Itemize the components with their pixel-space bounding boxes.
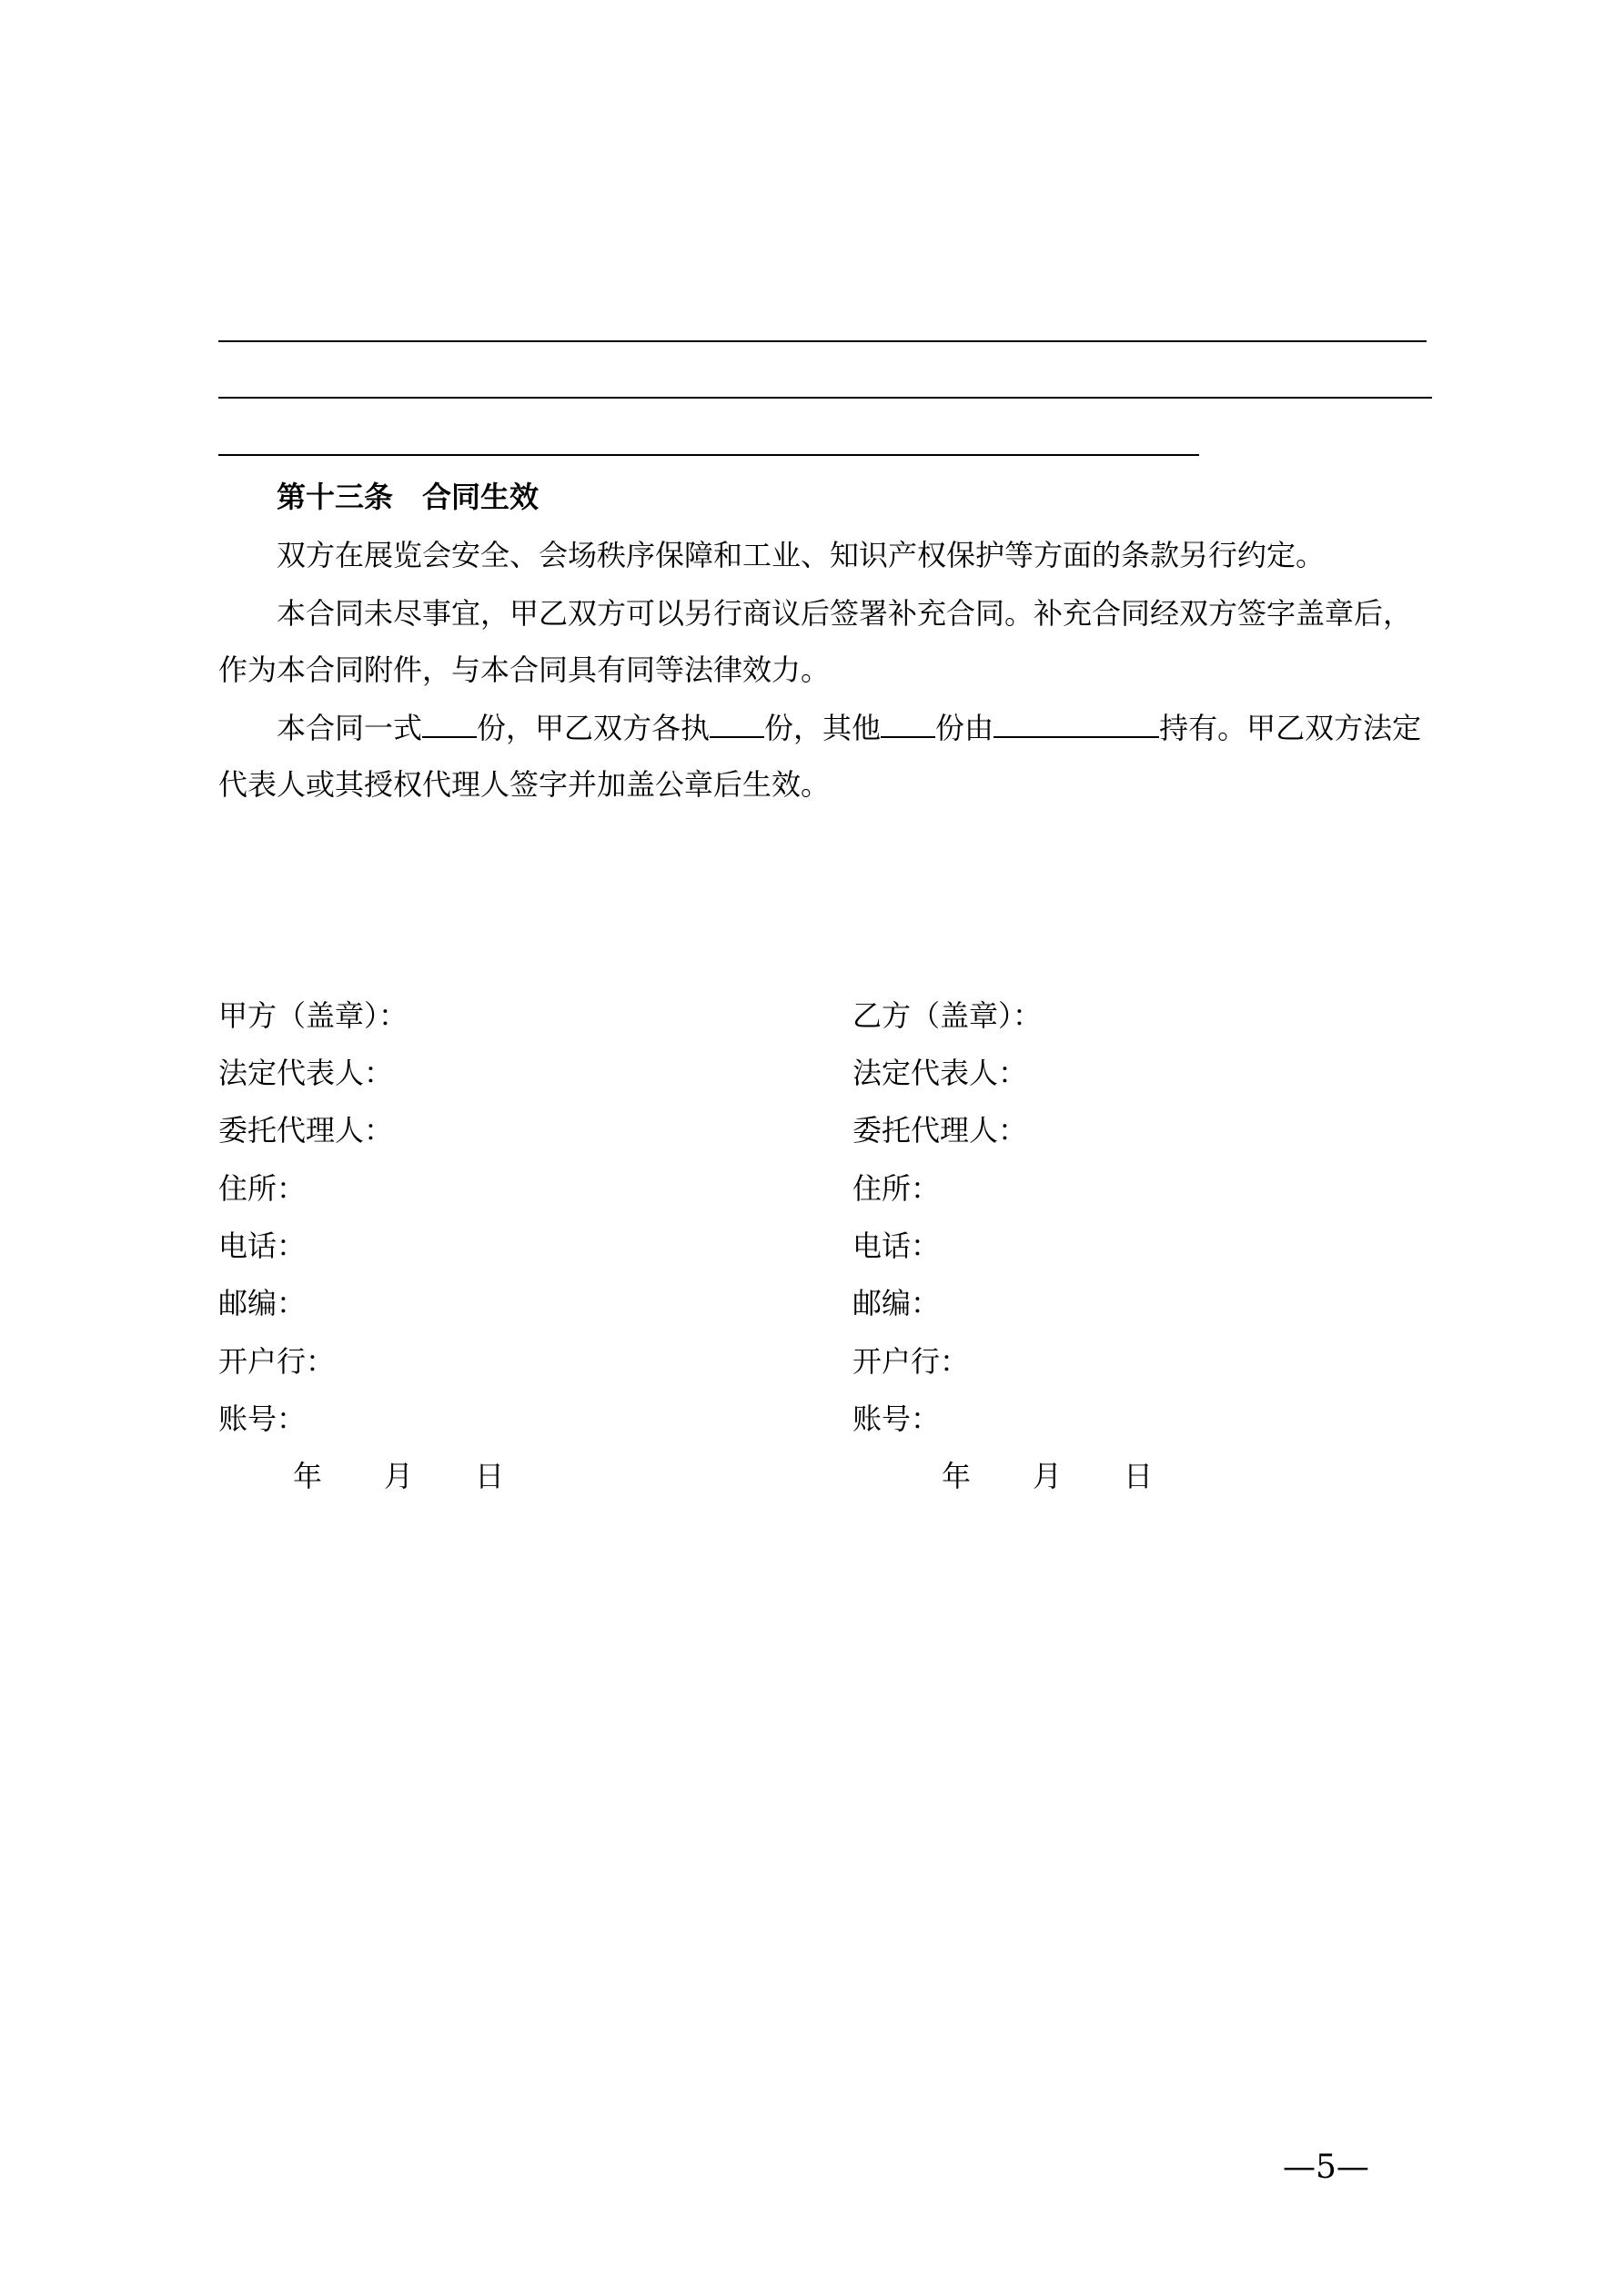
paragraph-2-line-1: 本合同未尽事宜，甲乙双方可以另行商议后签署补充合同。补充合同经双方签字盖章后， <box>277 596 1413 631</box>
party-b-address: 住所： <box>852 1171 941 1206</box>
party-b-postcode: 邮编： <box>852 1286 941 1320</box>
party-a-date-day: 日 <box>475 1459 505 1493</box>
party-b-date <box>942 1458 1153 1494</box>
party-a-account: 账号： <box>218 1401 307 1436</box>
party-b-date-month: 月 <box>1033 1459 1063 1493</box>
party-b-agent: 委托代理人： <box>852 1113 1028 1148</box>
party-b-bank: 开户行： <box>852 1344 970 1379</box>
paragraph-3-text-5: 持有。甲乙双方法定 <box>1159 711 1422 745</box>
party-b-seal: 乙方（盖章）： <box>852 998 1043 1033</box>
holder-blank[interactable] <box>994 709 1159 738</box>
paragraph-3-line-1 <box>218 699 1496 757</box>
party-a-agent: 委托代理人： <box>218 1113 394 1148</box>
party-a-phone: 电话： <box>218 1229 307 1263</box>
paragraph-1: 双方在展览会安全、会场秩序保障和工业、知识产权保护等方面的条款另行约定。 <box>277 538 1326 572</box>
party-b-date-day: 日 <box>1124 1459 1154 1493</box>
article-heading: 第十三条 合同生效 <box>277 480 540 514</box>
party-a-date <box>293 1458 504 1494</box>
copies-total-blank[interactable] <box>422 709 477 738</box>
copies-each-blank[interactable] <box>710 709 764 738</box>
party-a-seal: 甲方（盖章）： <box>218 998 409 1033</box>
paragraph-3-text-3: 份，其他 <box>764 711 882 745</box>
paragraph-3-line-2: 代表人或其授权代理人签字并加盖公章后生效。 <box>218 767 831 802</box>
blank-line-1 <box>218 340 1427 342</box>
page-number: —5— <box>1283 2149 1369 2186</box>
paragraph-3-text-4: 份由 <box>935 711 994 745</box>
paragraph-3-text-1: 本合同一式 <box>277 711 423 745</box>
party-a-date-year: 年 <box>293 1459 323 1493</box>
party-b-rep: 法定代表人： <box>852 1056 1028 1090</box>
paragraph-3-text-2: 份，甲乙双方各执 <box>477 711 711 745</box>
copies-other-blank[interactable] <box>881 709 935 738</box>
party-b-phone: 电话： <box>852 1229 941 1263</box>
party-b-date-year: 年 <box>942 1459 972 1493</box>
party-a-rep: 法定代表人： <box>218 1056 394 1090</box>
party-a-bank: 开户行： <box>218 1344 336 1379</box>
party-a-date-month: 月 <box>384 1459 414 1493</box>
blank-line-2 <box>218 397 1432 399</box>
paragraph-2-line-2: 作为本合同附件，与本合同具有同等法律效力。 <box>218 652 831 687</box>
party-b-account: 账号： <box>852 1401 941 1436</box>
blank-line-3 <box>218 454 1199 456</box>
party-a-postcode: 邮编： <box>218 1286 307 1320</box>
party-a-address: 住所： <box>218 1171 307 1206</box>
